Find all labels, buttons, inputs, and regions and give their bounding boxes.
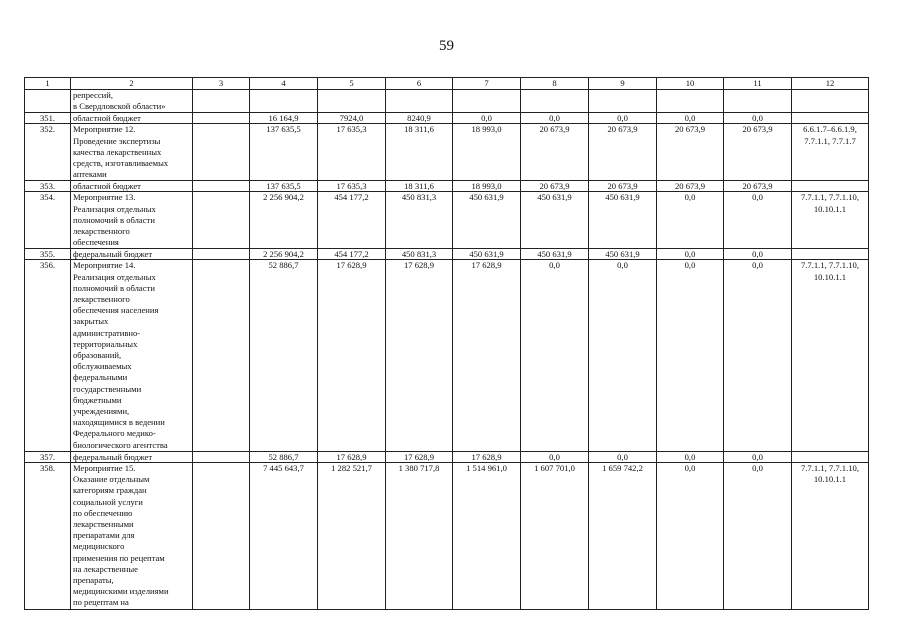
value-cell: 450 831,3: [386, 192, 453, 249]
description-cell: Мероприятие 12. Проведение экспертизы качества лекарственных средств, изготавливаемых аптеками: [71, 124, 193, 181]
value-cell: 0,0: [724, 260, 792, 451]
value-cell: 450 631,9: [521, 192, 589, 249]
description-cell: областной бюджет: [71, 181, 193, 192]
target-indicator-cell: 7.7.1.1, 7.7.1.10, 10.10.1.1: [792, 260, 869, 451]
value-cell: 18 311,6: [386, 181, 453, 192]
header-cell: 7: [453, 78, 521, 90]
value-cell: 1 659 742,2: [589, 462, 657, 609]
value-cell: 450 831,3: [386, 249, 453, 260]
value-cell: 1 607 701,0: [521, 462, 589, 609]
value-cell: 20 673,9: [657, 181, 724, 192]
row-number-cell: 352.: [25, 124, 71, 181]
header-cell: 12: [792, 78, 869, 90]
value-cell: 454 177,2: [318, 192, 386, 249]
target-indicator-cell: [792, 451, 869, 462]
value-cell: 20 673,9: [724, 181, 792, 192]
value-cell: 17 635,3: [318, 181, 386, 192]
value-cell: 0,0: [521, 451, 589, 462]
value-cell: 0,0: [521, 113, 589, 124]
value-cell: 454 177,2: [318, 249, 386, 260]
row-number-cell: 357.: [25, 451, 71, 462]
value-cell: [521, 90, 589, 113]
header-cell: 2: [71, 78, 193, 90]
value-cell: 52 886,7: [250, 260, 318, 451]
value-cell: 0,0: [724, 451, 792, 462]
value-cell: [589, 90, 657, 113]
page-number: 59: [439, 38, 454, 54]
value-cell: 0,0: [724, 249, 792, 260]
value-cell: 0,0: [657, 192, 724, 249]
table-row: [25, 192, 869, 249]
description-cell: областной бюджет: [71, 113, 193, 124]
value-cell: 0,0: [453, 113, 521, 124]
value-cell: 137 635,5: [250, 124, 318, 181]
value-cell: 52 886,7: [250, 451, 318, 462]
value-cell: 17 628,9: [318, 260, 386, 451]
description-cell: Мероприятие 14. Реализация отдельных полномочий в области лекарственного обеспечения населения закрытых административно- территориальных образований, обслуживаемых федеральными государственными бюджетными учреждениями, находящимися в ведении Федерального медико- биологического агентства: [71, 260, 193, 451]
table-row: [25, 249, 869, 260]
value-cell: 450 631,9: [453, 192, 521, 249]
target-indicator-cell: 6.6.1.7–6.6.1.9, 7.7.1.1, 7.7.1.7: [792, 124, 869, 181]
value-cell: [193, 462, 250, 609]
table-row: [25, 451, 869, 462]
value-cell: 0,0: [724, 192, 792, 249]
value-cell: 20 673,9: [521, 124, 589, 181]
table-row: [25, 124, 869, 181]
header-cell: 8: [521, 78, 589, 90]
description-cell: Мероприятие 15. Оказание отдельным категориям граждан социальной услуги по обеспечению лекарственными препаратами для медицинского применения по рецептам на лекарственные препараты, медицинскими изделиями по рецептам на: [71, 462, 193, 609]
value-cell: 1 514 961,0: [453, 462, 521, 609]
header-cell: 4: [250, 78, 318, 90]
value-cell: 450 631,9: [521, 249, 589, 260]
row-number-cell: 354.: [25, 192, 71, 249]
value-cell: 450 631,9: [453, 249, 521, 260]
header-row: [25, 78, 869, 90]
value-cell: 7924,0: [318, 113, 386, 124]
value-cell: 20 673,9: [589, 181, 657, 192]
value-cell: [193, 192, 250, 249]
value-cell: [193, 181, 250, 192]
value-cell: [193, 90, 250, 113]
value-cell: [193, 451, 250, 462]
value-cell: 20 673,9: [724, 124, 792, 181]
row-number-cell: 356.: [25, 260, 71, 451]
row-number-cell: [25, 90, 71, 113]
description-cell: репрессий, в Свердловской области»: [71, 90, 193, 113]
value-cell: 17 628,9: [453, 451, 521, 462]
value-cell: 18 993,0: [453, 181, 521, 192]
value-cell: [386, 90, 453, 113]
value-cell: 450 631,9: [589, 249, 657, 260]
value-cell: 20 673,9: [521, 181, 589, 192]
header-cell: 5: [318, 78, 386, 90]
value-cell: [453, 90, 521, 113]
row-number-cell: 353.: [25, 181, 71, 192]
value-cell: 0,0: [521, 260, 589, 451]
value-cell: [193, 260, 250, 451]
value-cell: 0,0: [657, 249, 724, 260]
header-cell: 3: [193, 78, 250, 90]
header-cell: 10: [657, 78, 724, 90]
value-cell: 1 282 521,7: [318, 462, 386, 609]
table-row: [25, 260, 869, 451]
value-cell: [657, 90, 724, 113]
target-indicator-cell: [792, 249, 869, 260]
value-cell: [193, 124, 250, 181]
value-cell: 0,0: [724, 462, 792, 609]
value-cell: 0,0: [657, 260, 724, 451]
value-cell: [193, 249, 250, 260]
table-row: [25, 462, 869, 609]
row-number-cell: 355.: [25, 249, 71, 260]
value-cell: [318, 90, 386, 113]
table-row: [25, 90, 869, 113]
row-number-cell: 358.: [25, 462, 71, 609]
value-cell: 17 628,9: [453, 260, 521, 451]
target-indicator-cell: 7.7.1.1, 7.7.1.10, 10.10.1.1: [792, 192, 869, 249]
value-cell: 1 380 717,8: [386, 462, 453, 609]
value-cell: 0,0: [657, 113, 724, 124]
value-cell: 18 311,6: [386, 124, 453, 181]
table-row: [25, 181, 869, 192]
budget-table: [24, 77, 869, 610]
value-cell: [250, 90, 318, 113]
target-indicator-cell: [792, 90, 869, 113]
value-cell: 17 635,3: [318, 124, 386, 181]
value-cell: 0,0: [657, 451, 724, 462]
description-cell: федеральный бюджет: [71, 249, 193, 260]
value-cell: 0,0: [589, 113, 657, 124]
value-cell: 8240,9: [386, 113, 453, 124]
header-cell: 1: [25, 78, 71, 90]
value-cell: [193, 113, 250, 124]
table-row: [25, 113, 869, 124]
target-indicator-cell: 7.7.1.1, 7.7.1.10, 10.10.1.1: [792, 462, 869, 609]
value-cell: 20 673,9: [589, 124, 657, 181]
description-cell: федеральный бюджет: [71, 451, 193, 462]
value-cell: 137 635,5: [250, 181, 318, 192]
value-cell: 7 445 643,7: [250, 462, 318, 609]
value-cell: [724, 90, 792, 113]
value-cell: 17 628,9: [318, 451, 386, 462]
value-cell: 17 628,9: [386, 451, 453, 462]
value-cell: 18 993,0: [453, 124, 521, 181]
row-number-cell: 351.: [25, 113, 71, 124]
header-cell: 9: [589, 78, 657, 90]
target-indicator-cell: [792, 181, 869, 192]
value-cell: 450 631,9: [589, 192, 657, 249]
value-cell: 0,0: [657, 462, 724, 609]
table-body: [25, 78, 869, 610]
value-cell: 20 673,9: [657, 124, 724, 181]
value-cell: 17 628,9: [386, 260, 453, 451]
value-cell: 0,0: [589, 451, 657, 462]
value-cell: 16 164,9: [250, 113, 318, 124]
header-cell: 6: [386, 78, 453, 90]
description-cell: Мероприятие 13. Реализация отдельных полномочий в области лекарственного обеспечения: [71, 192, 193, 249]
target-indicator-cell: [792, 113, 869, 124]
value-cell: 0,0: [724, 113, 792, 124]
value-cell: 2 256 904,2: [250, 192, 318, 249]
value-cell: 2 256 904,2: [250, 249, 318, 260]
header-cell: 11: [724, 78, 792, 90]
value-cell: 0,0: [589, 260, 657, 451]
